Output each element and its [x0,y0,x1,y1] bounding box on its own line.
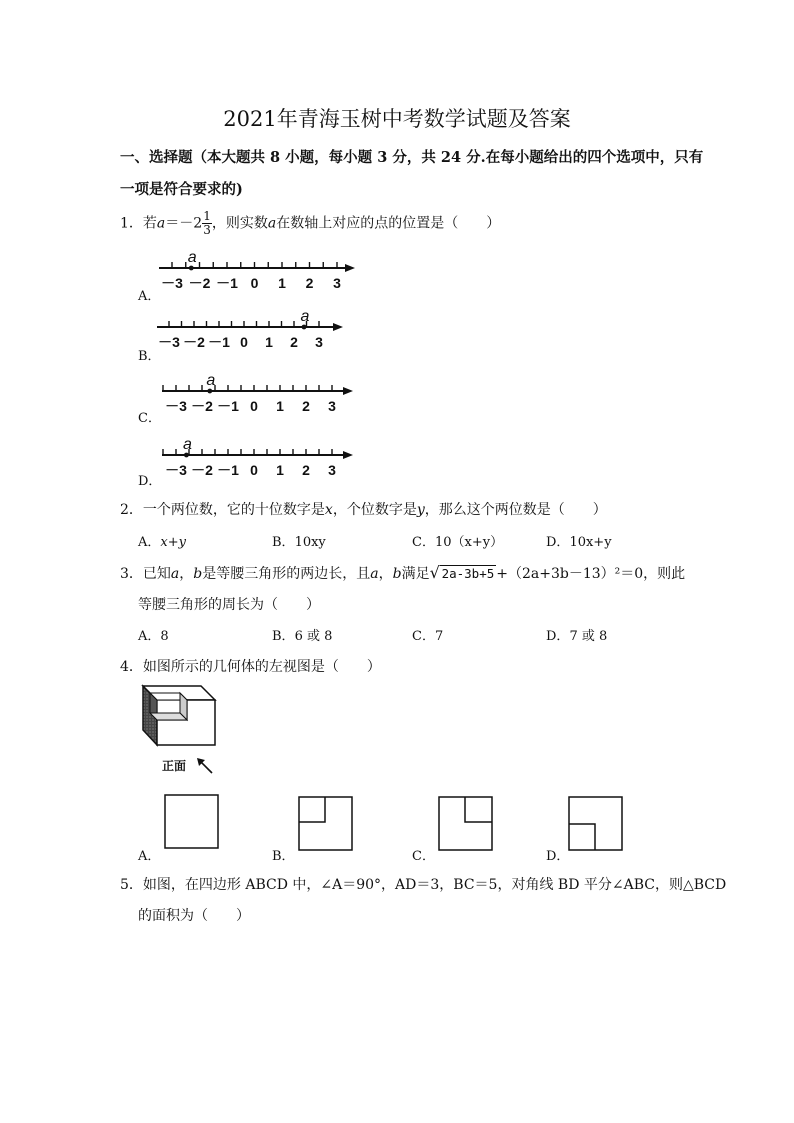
tick-label: －3 [165,398,187,414]
tick-label: 1 [278,275,286,291]
q1-rest2: 在数轴上对应的点的位置是（ ） [276,215,501,232]
q2-stem-a: 2．一个两位数，它的十位数字是 [120,502,325,518]
q4-option-c-figure [438,796,494,852]
q1-number-line-d [158,437,358,487]
page-title: 2021年青海玉树中考数学试题及答案 [223,107,571,131]
q1-option-a-label: A． [138,289,161,304]
tick-label: 3 [328,398,336,414]
q3-stem-a: 3．已知 [120,566,171,582]
q5-stem-line1: 5．如图，在四边形 ABCD 中，∠A＝90°，AD＝3，BC＝5，对角线 BD 平分∠ABC，则△BCD [120,877,727,893]
q1-eq: ＝－2 [165,215,203,232]
q2-option-a [138,531,186,550]
arrow-right-icon [343,451,353,459]
q3-option-a-text: 8 [160,629,169,644]
tick-label: 2 [305,275,314,291]
tick-label: －2 [191,462,213,478]
q3-option-c-label: C． [412,629,435,644]
q3-option-b [272,625,332,644]
q3-option-d-text: 7 或 8 [569,629,608,644]
tick-label: 1 [265,334,273,350]
q1-number-line-a [155,250,365,300]
q1-option-d-label: D． [138,474,162,489]
q3-option-d-label: D． [546,629,570,644]
q3-stem-c: 满足 [401,566,430,582]
q2-option-d-text: 10x+y [569,535,612,550]
q2-var-y: y [416,502,425,518]
q3-radicand: 2a-3b+5 [441,566,495,581]
q3-option-b-text: 6 或 8 [294,629,333,644]
q3-option-a-label: A． [138,629,161,644]
point-a-label: a [182,437,192,453]
q3-sqrt [429,563,497,582]
q1-var2: a [267,215,277,232]
tick-label: －2 [188,275,211,291]
q3-option-d [546,625,607,644]
tick-label: －1 [216,275,238,291]
q1-option-b-label: B． [138,349,161,364]
tick-label: 0 [250,275,259,291]
tick-label: －3 [158,334,180,350]
q4-option-d-figure [568,796,624,852]
q2-option-d-label: D． [546,535,570,550]
q3-var-a: a [170,566,180,582]
tick-label: －2 [183,334,205,350]
q2-option-a-text: x+y [160,535,186,550]
q1-number-line-c [158,373,358,423]
section-heading-line2: 一项是符合要求的) [120,181,243,198]
q1-frac-num: 1 [203,209,211,223]
tick-label: －3 [161,275,183,291]
tick-label: 3 [315,334,323,350]
notch-bottom [150,713,187,720]
q4-option-a-label: A． [138,849,161,864]
q2-option-c [412,531,503,550]
q2-option-b-text: 10xy [294,535,326,550]
q2-option-c-label: C． [412,535,435,550]
q3-option-c [412,625,443,644]
tick-label: －1 [217,462,239,478]
q4-stem: 4．如图所示的几何体的左视图是（ ） [120,659,381,675]
tick-label: 0 [240,334,248,350]
q2-option-a-label: A． [138,535,161,550]
arrow-right-icon [333,323,343,331]
tick-label: 2 [302,398,310,414]
q1-prefix: 1．若 [120,215,157,232]
tick-label: 0 [250,398,258,414]
q3-stem-d: +（2a+3b－13）²＝0，则此 [496,566,686,582]
point-a-label: a [300,312,310,325]
arrow-right-icon [343,387,353,395]
tick-label: －1 [208,334,230,350]
tick-label: 3 [328,462,336,478]
q2-stem [120,499,607,519]
tick-label: 1 [276,462,284,478]
q3-stem-line2: 等腰三角形的周长为（ ） [138,597,320,613]
point-a-dot [302,325,307,330]
tick-label: －3 [165,462,187,478]
section-heading-line1: 一、选择题（本大题共 8 小题，每小题 3 分，共 24 分.在每小题给出的四个选项中，只有 [120,149,704,166]
q3-stem-b: 是等腰三角形的两边长，且 [202,566,371,582]
q3-option-c-text: 7 [434,629,444,644]
point-a-dot [207,389,212,394]
q3-var-b2: b [392,566,402,582]
point-a-dot [189,266,194,271]
q3-var-a2: a [370,566,379,582]
q1-rest: ，则实数 [211,215,268,232]
q3-stem [120,563,685,583]
q3-comma: ， [179,566,194,582]
q1-number-line-b [153,312,353,362]
tick-label: 1 [276,398,284,414]
q2-stem-c: ，那么这个两位数是（ ） [424,502,607,518]
arrow-right-icon [345,264,355,272]
q4-option-a-figure [164,794,220,850]
q4-option-b-figure [298,796,354,852]
tick-label: 2 [302,462,310,478]
q3-var-b: b [193,566,203,582]
point-a-dot [184,453,189,458]
q2-var-x: x [324,502,333,518]
point-a-label: a [187,250,197,266]
q1-fraction [202,210,212,237]
tick-label: 3 [333,275,341,291]
q3-comma2: ， [378,566,393,582]
tick-label: 0 [250,462,258,478]
q2-stem-b: ，个位数字是 [332,502,417,518]
tick-label: 2 [290,334,298,350]
q4-option-b-label: B． [272,849,295,864]
q1-stem [120,210,500,237]
q2-option-b-label: B． [272,535,295,550]
q4-front-label: 正面 [162,759,187,773]
q3-option-b-label: B． [272,629,295,644]
tick-label: －2 [191,398,213,414]
q3-option-a [138,625,169,644]
q5-stem-line2: 的面积为（ ） [138,908,250,924]
point-a-label: a [206,373,216,389]
sqrt-icon: √ [429,563,440,582]
q4-option-c-label: C． [412,849,435,864]
q2-option-c-text: 10（x+y） [434,535,504,550]
q2-option-d [546,531,612,550]
q1-var: a [156,215,166,232]
tick-label: －1 [217,398,239,414]
q1-frac-den: 3 [203,223,211,237]
q2-option-b [272,531,326,550]
q1-option-c-label: C． [138,411,161,426]
q4-option-d-label: D． [546,849,570,864]
